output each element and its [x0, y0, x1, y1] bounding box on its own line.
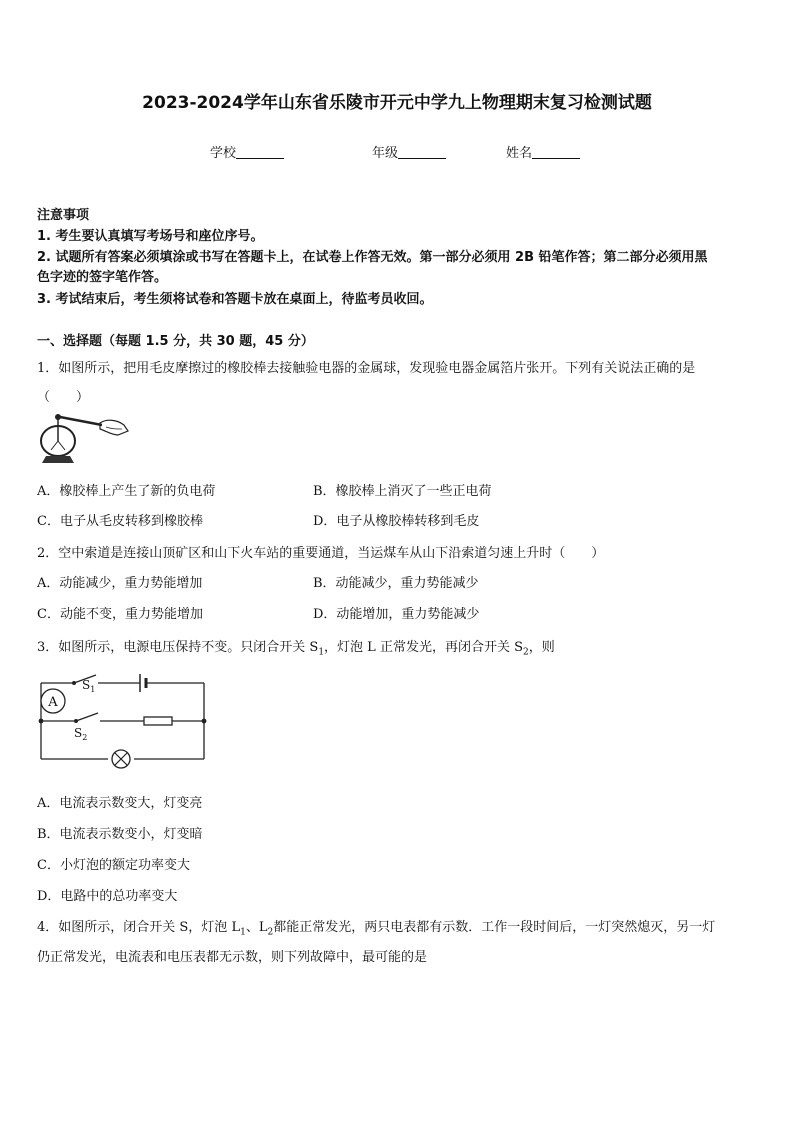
q2-option-a[interactable]: A．动能减少，重力势能增加: [37, 576, 203, 591]
school-label: 学校: [210, 146, 237, 161]
q3-option-a[interactable]: A．电流表示数变大，灯变亮: [37, 796, 203, 811]
section-heading: 一、选择题（每题 1.5 分，共 30 题，45 分）: [37, 334, 314, 349]
s1-sub: 1: [90, 685, 96, 694]
s1-label: S: [82, 678, 91, 692]
q1-stem: 1．如图所示，把用毛皮摩擦过的橡胶棒去接触验电器的金属球，发现验电器金属箔片张开。下列有关说法正确的是: [37, 361, 696, 376]
page-title: 2023-2024学年山东省乐陵市开元中学九上物理期末复习检测试题: [142, 93, 652, 113]
q4-stem-line2: 仍正常发光，电流表和电压表都无示数，则下列故障中，最可能的是: [37, 950, 428, 965]
q3-stem-sub: 2: [522, 647, 529, 658]
notice-item: 2. 试题所有答案必须填涂或书写在答题卡上，在试卷上作答无效。第一部分必须用 2B 铅笔作答；第二部分必须用黑: [37, 250, 708, 265]
q2-option-b[interactable]: B．动能减少，重力势能减少: [313, 576, 479, 591]
q1-option-d[interactable]: D．电子从橡胶棒转移到毛皮: [313, 514, 480, 529]
q2-option-c[interactable]: C．动能不变，重力势能增加: [37, 607, 203, 622]
grade-field: [372, 142, 446, 161]
q3-stem-part: ，灯泡 L 正常发光，再闭合开关 S: [324, 640, 523, 655]
q3-option-d[interactable]: D．电路中的总功率变大: [37, 889, 178, 904]
q3-stem-sub: 1: [318, 647, 325, 658]
q1-option-a[interactable]: A．橡胶棒上产生了新的负电荷: [37, 484, 216, 499]
svg-text:S1: [82, 678, 95, 694]
name-label: 姓名: [506, 146, 533, 161]
notice-item: 色字迹的签字笔作答。: [37, 270, 168, 285]
q3-option-b[interactable]: B．电流表示数变小，灯变暗: [37, 827, 203, 842]
ammeter-label: A: [48, 695, 58, 710]
circuit-diagram: [36, 663, 208, 775]
q4-stem-part: 、L: [245, 920, 268, 935]
q2-option-d[interactable]: D．动能增加，重力势能减少: [313, 607, 480, 622]
grade-label: 年级: [372, 146, 399, 161]
notice-heading: 注意事项: [37, 208, 90, 223]
school-field: [210, 142, 284, 161]
notice-item: 1. 考生要认真填写考场号和座位序号。: [37, 229, 264, 244]
grade-blank[interactable]: [398, 146, 446, 159]
name-field: [506, 142, 580, 161]
q3-stem-part: 3．如图所示，电源电压保持不变。只闭合开关 S: [37, 640, 319, 655]
q3-stem-part: ，则: [528, 640, 555, 655]
q1-stem-paren: （ ）: [37, 390, 90, 405]
q3-option-c[interactable]: C．小灯泡的额定功率变大: [37, 858, 190, 873]
q4-stem-part: 都能正常发光，两只电表都有示数．工作一段时间后，一灯突然熄灭，另一灯: [273, 920, 716, 935]
q1-option-c[interactable]: C．电子从毛皮转移到橡胶棒: [37, 514, 203, 529]
name-blank[interactable]: [532, 146, 580, 159]
q2-stem: 2．空中索道是连接山顶矿区和山下火车站的重要通道，当运煤车从山下沿索道匀速上升时（ ）: [37, 546, 605, 561]
q4-stem: [37, 916, 715, 938]
electroscope-figure: [36, 403, 132, 469]
q1-option-b[interactable]: B．橡胶棒上消灭了一些正电荷: [313, 484, 492, 499]
svg-text:S2: [74, 726, 87, 742]
s2-sub: 2: [82, 733, 88, 742]
q4-stem-sub: 2: [267, 927, 274, 938]
q3-stem: [37, 636, 555, 658]
q4-stem-sub: 1: [240, 927, 246, 938]
q4-stem-part: 4．如图所示，闭合开关 S，灯泡 L: [37, 920, 241, 935]
school-blank[interactable]: [236, 146, 284, 159]
notice-item: 3. 考试结束后，考生须将试卷和答题卡放在桌面上，待监考员收回。: [37, 292, 433, 307]
s2-label: S: [74, 726, 83, 740]
